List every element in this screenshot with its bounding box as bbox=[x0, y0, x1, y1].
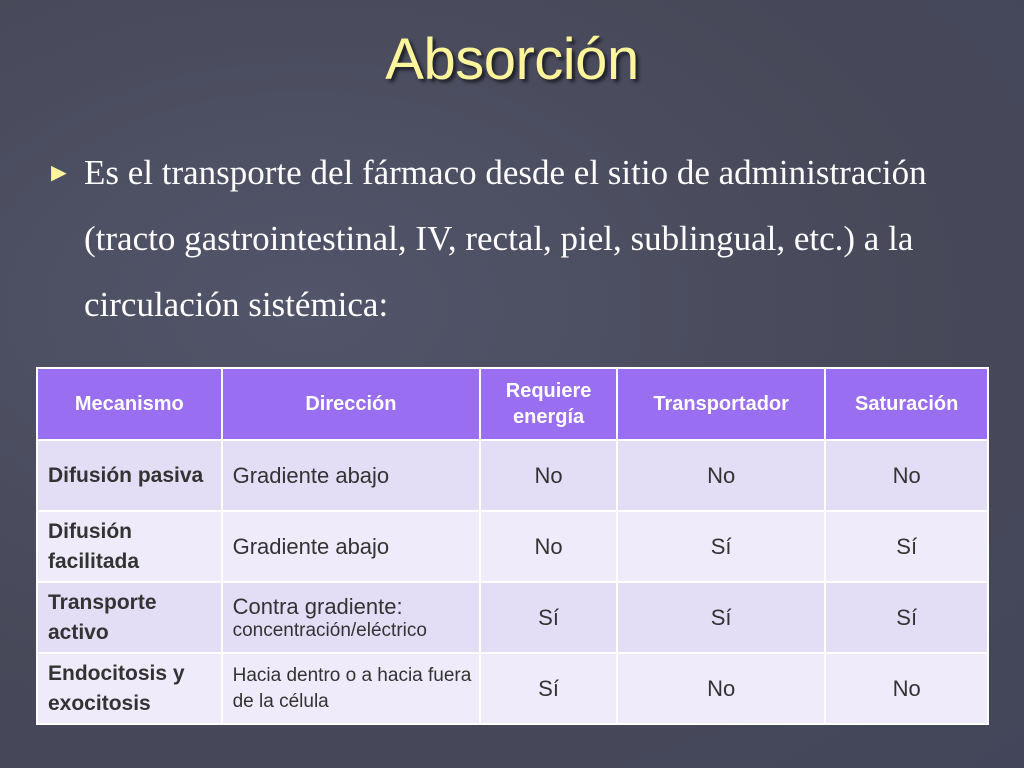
table-row bbox=[37, 511, 988, 582]
cell-energia: No bbox=[480, 511, 617, 582]
bullet-arrow-icon: ► bbox=[46, 158, 72, 187]
cell-direccion-main: Hacia dentro o a hacia fuera de la célula bbox=[232, 664, 472, 712]
cell-mecanismo: Endocitosis y exocitosis bbox=[37, 653, 222, 724]
cell-energia: Sí bbox=[480, 582, 617, 653]
header-saturacion: Saturación bbox=[825, 368, 988, 440]
bullet-point bbox=[46, 140, 976, 338]
cell-transportador: No bbox=[617, 653, 825, 724]
bullet-text: Es el transporte del fármaco desde el sitio de administración (tracto gastrointestinal, IV, rectal, piel, sublingual, etc.) a la circulación sistémica: bbox=[84, 153, 927, 324]
cell-transportador: No bbox=[617, 440, 825, 511]
slide-title: Absorción bbox=[385, 27, 639, 92]
cell-direccion: Gradiente abajo bbox=[222, 440, 481, 511]
cell-transportador: Sí bbox=[617, 582, 825, 653]
cell-direccion-main: Contra gradiente: bbox=[232, 593, 403, 619]
header-mecanismo: Mecanismo bbox=[37, 368, 222, 440]
cell-direccion bbox=[222, 582, 481, 653]
cell-mecanismo: Difusión pasiva bbox=[37, 440, 222, 511]
header-energia: Requiere energía bbox=[480, 368, 617, 440]
table-row bbox=[37, 653, 988, 724]
cell-transportador: Sí bbox=[617, 511, 825, 582]
cell-mecanismo: Difusión facilitada bbox=[37, 511, 222, 582]
cell-saturacion: Sí bbox=[825, 511, 988, 582]
table-row bbox=[37, 582, 988, 653]
cell-direccion: Gradiente abajo bbox=[222, 511, 481, 582]
cell-direccion-detail: concentración/eléctrico bbox=[232, 619, 427, 641]
absorption-table bbox=[36, 367, 989, 725]
header-direccion: Dirección bbox=[222, 368, 481, 440]
cell-saturacion: No bbox=[825, 440, 988, 511]
cell-direccion bbox=[222, 653, 481, 724]
cell-mecanismo: Transporte activo bbox=[37, 582, 222, 653]
cell-energia: Sí bbox=[480, 653, 617, 724]
cell-saturacion: No bbox=[825, 653, 988, 724]
table-row bbox=[37, 440, 988, 511]
table-header-row bbox=[37, 368, 988, 440]
cell-saturacion: Sí bbox=[825, 582, 988, 653]
cell-energia: No bbox=[480, 440, 617, 511]
header-transportador: Transportador bbox=[617, 368, 825, 440]
